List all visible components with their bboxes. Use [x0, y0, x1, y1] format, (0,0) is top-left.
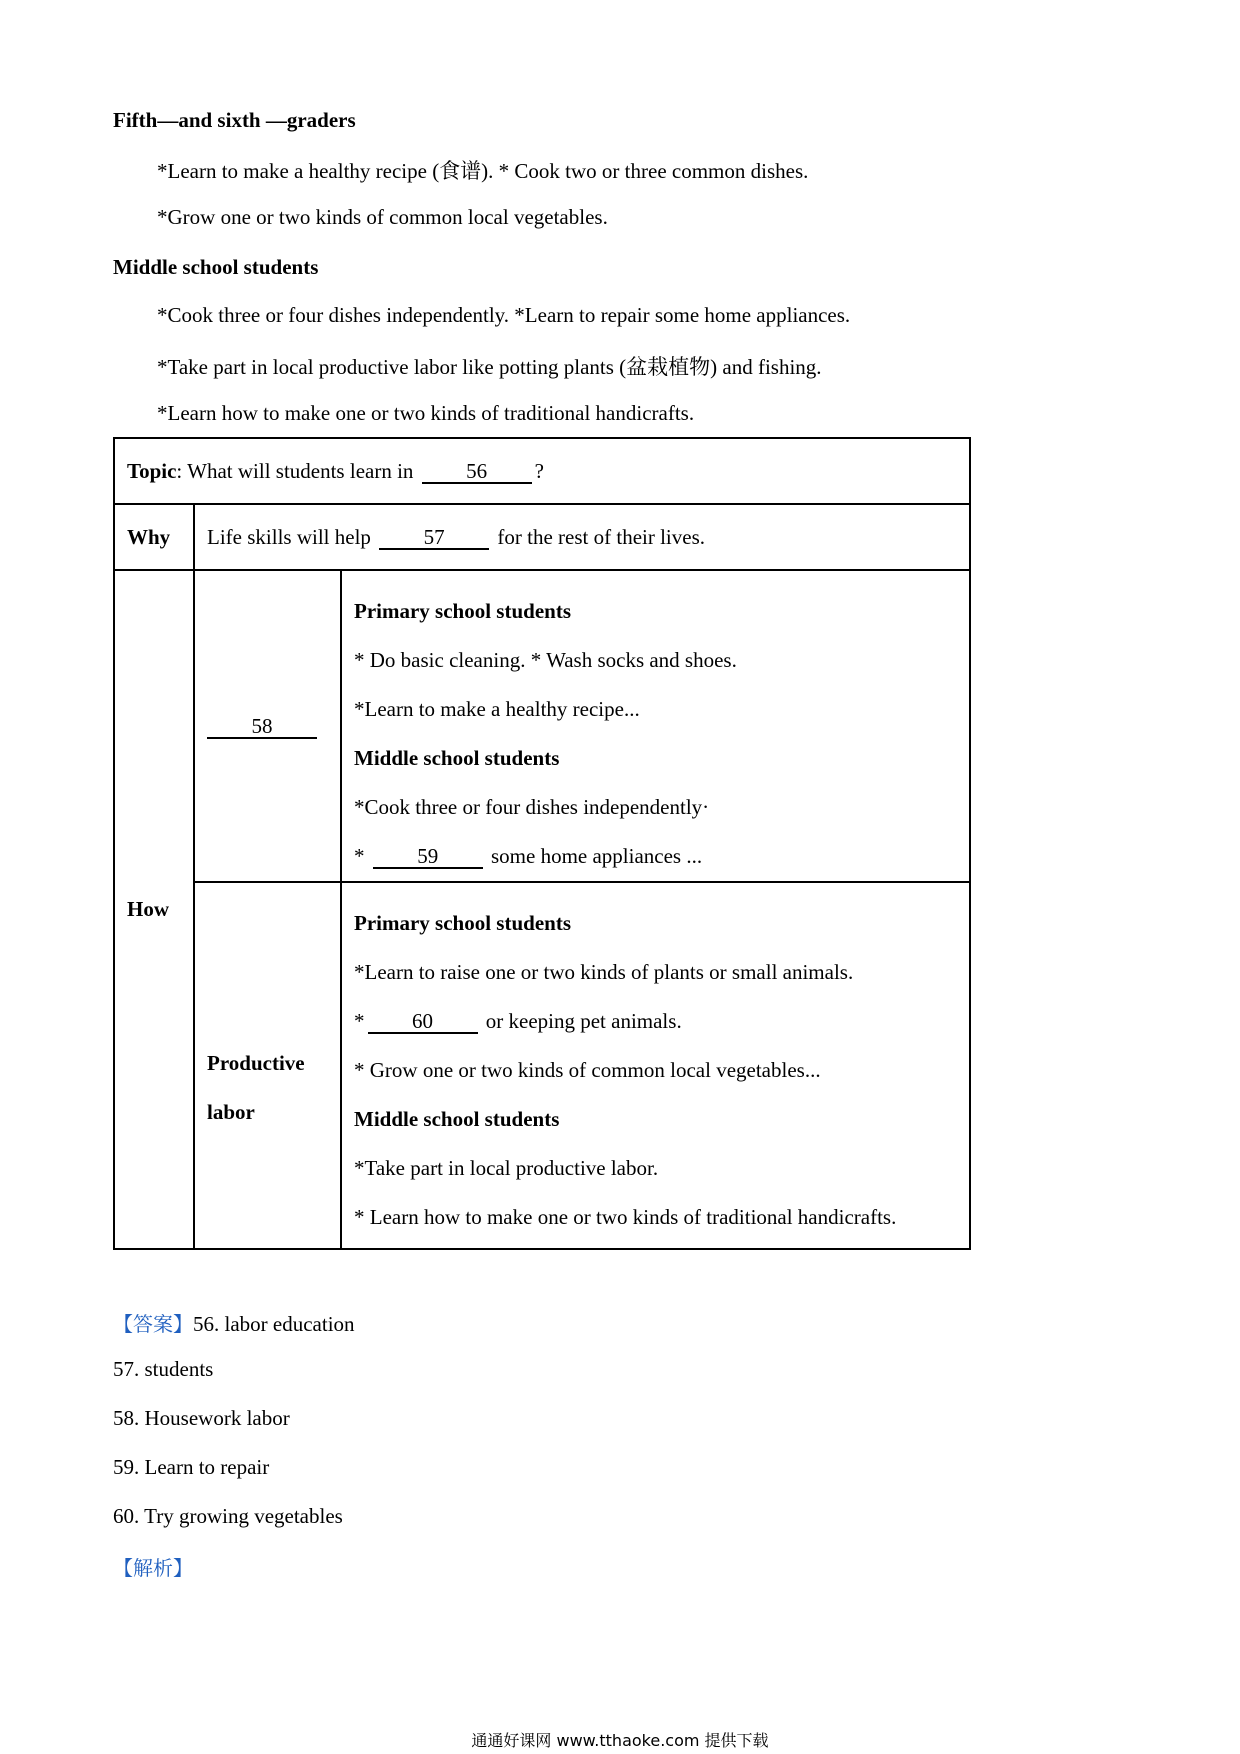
- detail-line-with-blank: [354, 997, 957, 1046]
- primary-heading: Primary school students: [354, 599, 571, 623]
- intro-line: *Learn to make a healthy recipe (食谱). * Cook two or three common dishes.: [157, 159, 809, 183]
- intro-line: *Grow one or two kinds of common local vegetables.: [157, 205, 608, 229]
- answer-tag: 【答案】: [113, 1312, 193, 1336]
- housework-detail-cell: [341, 570, 970, 882]
- analysis-tag: 【解析】: [113, 1556, 193, 1580]
- why-label: Why: [114, 504, 194, 570]
- summary-table: [113, 437, 971, 1250]
- topic-label: Topic: [127, 458, 177, 483]
- middle-school-heading: Middle school students: [113, 255, 319, 279]
- page-footer: 通通好课网 www.tthaoke.com 提供下载: [471, 1731, 769, 1750]
- answer-line: 58. Housework labor: [113, 1406, 290, 1430]
- blank-56[interactable]: 56: [422, 460, 532, 484]
- answer-line: 60. Try growing vegetables: [113, 1504, 343, 1528]
- intro-line: *Cook three or four dishes independently. *Learn to repair some home appliances.: [157, 303, 851, 327]
- topic-cell: [114, 438, 970, 504]
- detail-line: *Take part in local productive labor.: [354, 1156, 659, 1180]
- line-prefix: *: [354, 844, 365, 868]
- housework-row: [114, 570, 970, 882]
- line-suffix: some home appliances ...: [491, 844, 703, 868]
- middle-heading: Middle school students: [354, 1107, 560, 1131]
- topic-row: [114, 438, 970, 504]
- why-text-after: for the rest of their lives.: [497, 524, 706, 549]
- primary-heading: Primary school students: [354, 911, 571, 935]
- why-row: [114, 504, 970, 570]
- why-cell: [194, 504, 970, 570]
- detail-line-with-blank: [354, 832, 957, 881]
- productive-label-line: Productive: [207, 1051, 305, 1075]
- analysis-line: [113, 1552, 193, 1581]
- blank-57[interactable]: 57: [379, 526, 489, 550]
- blank-60[interactable]: 60: [368, 1010, 478, 1034]
- answer-line: 57. students: [113, 1357, 214, 1381]
- line-prefix: *: [354, 1009, 365, 1033]
- detail-line: *Learn to make a healthy recipe...: [354, 697, 640, 721]
- answer-line: 59. Learn to repair: [113, 1455, 270, 1479]
- productive-detail-cell: [341, 882, 970, 1249]
- topic-end: ?: [534, 458, 544, 483]
- productive-label-cell: [194, 882, 341, 1249]
- line-suffix: or keeping pet animals.: [485, 1009, 682, 1033]
- productive-label-line: labor: [207, 1100, 255, 1124]
- detail-line: * Do basic cleaning. * Wash socks and shoes.: [354, 648, 737, 672]
- detail-line: * Grow one or two kinds of common local vegetables...: [354, 1058, 821, 1082]
- productive-row: [114, 882, 970, 1249]
- detail-line: *Learn to raise one or two kinds of plants or small animals.: [354, 960, 854, 984]
- detail-line: *Cook three or four dishes independently·: [354, 795, 710, 819]
- how-label: How: [114, 570, 194, 1249]
- answer-line: [113, 1308, 355, 1337]
- answer-text: 56. labor education: [193, 1312, 355, 1336]
- detail-line: * Learn how to make one or two kinds of traditional handicrafts.: [354, 1205, 897, 1229]
- fifth-sixth-heading: Fifth—and sixth —graders: [113, 108, 356, 132]
- housework-label-cell: [194, 570, 341, 882]
- topic-text: : What will students learn in: [176, 458, 414, 483]
- why-text-before: Life skills will help: [207, 524, 371, 549]
- blank-59[interactable]: 59: [373, 845, 483, 869]
- intro-line: *Learn how to make one or two kinds of traditional handicrafts.: [157, 401, 695, 425]
- intro-line: *Take part in local productive labor like potting plants (盆栽植物) and fishing.: [157, 355, 822, 379]
- middle-heading: Middle school students: [354, 746, 560, 770]
- blank-58[interactable]: 58: [207, 715, 317, 739]
